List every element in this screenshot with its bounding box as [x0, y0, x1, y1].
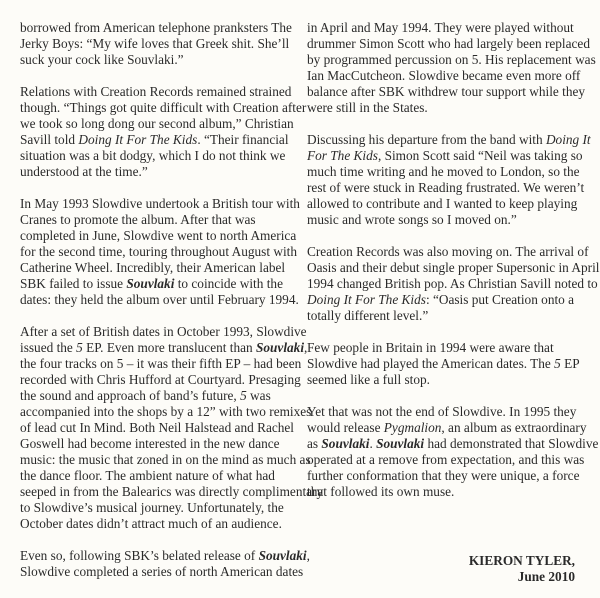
text: had demonstrated that Slowdive	[424, 436, 599, 451]
text: EP	[560, 356, 580, 371]
text-line: Few people in Britain in 1994 were aware that	[307, 340, 554, 355]
text-line	[20, 388, 292, 404]
text: Even so, following SBK’s belated release of	[20, 548, 259, 563]
text-line: music: the music that zoned in on the mind as much as	[20, 452, 311, 467]
publication-title: Doing It For The Kids	[307, 292, 426, 307]
text-line: borrowed from American telephone pranksters The	[20, 20, 292, 35]
ep-title: 5	[76, 340, 83, 355]
text: to coincide with the	[174, 276, 283, 291]
text-line: recorded with Chris Hufford at Courtyard. Presaging	[20, 372, 301, 387]
text-line: by programmed percussion on 5. His replacement was	[307, 52, 596, 67]
text-line: situation was a bit dodgy, which I do not think we	[20, 148, 286, 163]
text: , an album as extraordinary	[441, 420, 587, 435]
text-line: music and wrote songs so I moved on.”	[307, 212, 517, 227]
text-line: though. “Things got quite difficult with Creation after	[20, 100, 307, 115]
text-line	[20, 276, 292, 292]
text-line: Oasis and their debut single proper Supersonic in April	[307, 260, 600, 275]
text: .	[369, 436, 377, 451]
text-line: seemed like a full stop.	[307, 372, 430, 387]
paragraph	[20, 324, 324, 532]
text-line: totally different level.”	[307, 308, 429, 323]
text-line: Creation Records was also moving on. The arrival of	[307, 244, 589, 259]
paragraph	[307, 340, 582, 388]
text-line: were still in the States.	[307, 100, 428, 115]
text-line: seeped in from the Balearics was directly complimentary	[20, 484, 324, 499]
album-title: Souvlaki	[255, 340, 305, 355]
text-line: After a set of British dates in October 1993, Slowdive	[20, 324, 307, 339]
text: SBK failed to issue	[20, 276, 127, 291]
text: EP. Even more translucent than	[82, 340, 256, 355]
text: the sound and approach of band’s future,	[20, 388, 241, 403]
text-line	[20, 132, 292, 148]
text: ,	[306, 548, 310, 563]
paragraph	[307, 132, 591, 228]
paragraph	[20, 20, 292, 68]
paragraph	[20, 84, 307, 180]
text-line	[307, 420, 587, 436]
paragraph	[307, 404, 599, 500]
text-line: Yet that was not the end of Slowdive. In 1995 they	[307, 404, 577, 419]
text-line: dates: they held the album over until February 1994.	[20, 292, 299, 307]
text: : “Oasis put Creation onto a	[425, 292, 575, 307]
signature	[469, 553, 575, 585]
text: , Simon Scott said “Neil was taking so	[377, 148, 583, 163]
text-line: Ian MacCutcheon. Slowdive became even more off	[307, 68, 581, 83]
text-line: Jerky Boys: “My wife loves that Greek shit. She’ll	[20, 36, 290, 51]
text-line: understood at the time.”	[20, 164, 148, 179]
text-line: operated at a remove from expectation, and this was	[307, 452, 585, 467]
publication-title: For The Kids	[307, 148, 378, 163]
text: was	[246, 388, 271, 403]
text: would release	[307, 420, 384, 435]
text: Savill told	[20, 132, 79, 147]
album-title: Souvlaki	[321, 436, 370, 451]
text-line: suck your cock like Souvlaki.”	[20, 52, 184, 67]
text: Discussing his departure from the band with	[307, 132, 546, 147]
text-line: much time writing and he moved to London, so the	[307, 164, 580, 179]
publication-title: Doing It	[545, 132, 591, 147]
text-line: October dates didn’t attract much of an audience.	[20, 516, 282, 531]
album-title: Pygmalion	[383, 420, 442, 435]
text-line: Relations with Creation Records remained strained	[20, 84, 292, 99]
text-line: the dance floor. The ambient nature of what had	[20, 468, 275, 483]
text-line: Slowdive completed a series of north American dates	[20, 564, 304, 579]
paragraph	[20, 548, 310, 580]
text: ,	[304, 340, 308, 355]
text: . “Their financial	[197, 132, 289, 147]
text-line	[20, 340, 308, 356]
text-line: rest of were stuck in Reading frustrated. We weren’t	[307, 180, 585, 195]
text-line: of lead cut In Mind. Both Neil Halstead and Rachel	[20, 420, 294, 435]
text-line	[307, 356, 582, 372]
text-line: balance after SBK withdrew tour support while they	[307, 84, 586, 99]
text-line: for the second time, touring throughout August with	[20, 244, 297, 259]
paragraph	[307, 20, 596, 116]
text-line: we took so long dong our second album,” Christian	[20, 116, 294, 131]
text: issued the	[20, 340, 77, 355]
publication-title: Doing It For The Kids	[78, 132, 198, 147]
paragraph	[307, 244, 600, 324]
text-line: the four tracks on 5 – it was their fifth EP – had been	[20, 356, 302, 371]
text-line: Catherine Wheel. Incredibly, their American label	[20, 260, 286, 275]
text-line: In May 1993 Slowdive undertook a British tour with	[20, 196, 300, 211]
text-line: Goswell had become interested in the new dance	[20, 436, 280, 451]
text-line: Cranes to promote the album. After that was	[20, 212, 256, 227]
album-title: Souvlaki	[126, 276, 175, 291]
text-line: in April and May 1994. They were played without	[307, 20, 574, 35]
text: Slowdive had played the American dates. The	[307, 356, 555, 371]
text-line	[20, 548, 310, 564]
text-line: to Slowdive’s musical journey. Unfortunately, the	[20, 500, 284, 515]
text-line: drummer Simon Scott who had largely been replaced	[307, 36, 590, 51]
text-line	[307, 148, 582, 164]
left-column	[20, 20, 324, 596]
text: as	[307, 436, 322, 451]
text-line: further conformation that they were unique, a force	[307, 468, 580, 483]
album-title: Souvlaki	[376, 436, 425, 451]
text-line: that followed its own muse.	[307, 484, 455, 499]
text-line: allowed to contribute and I wanted to keep playing	[307, 196, 578, 211]
right-column	[307, 20, 600, 516]
text-line: completed in June, Slowdive went to north America	[20, 228, 297, 243]
signature-date: June 2010	[517, 569, 575, 584]
paragraph	[20, 196, 300, 308]
text-line	[307, 292, 582, 308]
text-line	[307, 436, 599, 452]
text-line	[307, 132, 591, 148]
text-line: accompanied into the shops by a 12” with two remixes	[20, 404, 312, 419]
text-line: 1994 changed British pop. As Christian Savill noted to	[307, 276, 598, 291]
author-name: KIERON TYLER,	[468, 553, 575, 568]
ep-title: 5	[554, 356, 561, 371]
album-title: Souvlaki	[258, 548, 307, 563]
ep-title: 5	[240, 388, 247, 403]
